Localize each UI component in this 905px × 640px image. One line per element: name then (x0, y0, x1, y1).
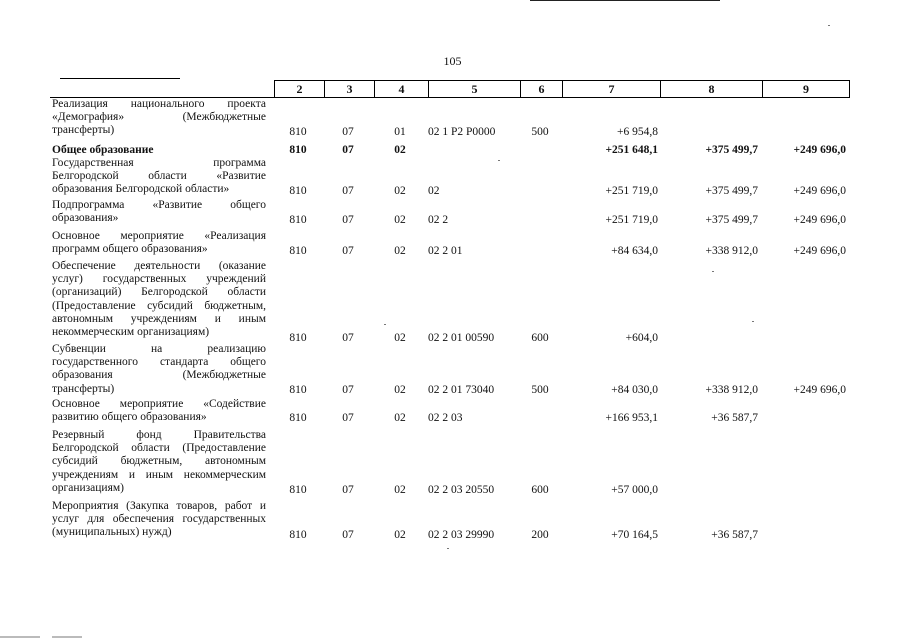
row-name (52, 199, 266, 225)
cell-c9: +249 696,0 (793, 245, 846, 257)
cell-c5: 02 (428, 185, 440, 197)
scan-artifact-line (0, 636, 40, 638)
cell-c8: +375 499,7 (705, 214, 758, 226)
cell-c9: +249 696,0 (793, 185, 846, 197)
cell-c7: +70 164,5 (611, 529, 658, 541)
row-name-line: «Демография» (Межбюджетные (52, 111, 266, 124)
row-name-line: Мероприятия (Закупка товаров, работ и (52, 500, 266, 512)
row-name-line: программ общего образования» (52, 243, 208, 256)
row-name (52, 144, 266, 157)
scan-artifact-line (530, 0, 720, 1)
cell-c7: +6 954,8 (617, 126, 658, 138)
cell-c6: 600 (531, 332, 549, 344)
cell-c8: +375 499,7 (705, 144, 758, 156)
cell-c3: 07 (342, 126, 354, 138)
cell-c2: 810 (289, 529, 307, 541)
cell-c6: 500 (531, 384, 549, 396)
row-name-line: Основное мероприятие «Реализация (52, 230, 266, 242)
cell-c5: 02 2 01 73040 (428, 384, 495, 396)
row-name-line: Субвенции на реализацию (52, 343, 266, 355)
cell-c7: +604,0 (625, 332, 658, 344)
row-name-line: Обеспечение деятельности (оказание (52, 260, 266, 272)
cell-c4: 02 (394, 214, 406, 226)
row-name-line: (Предоставление субсидий бюджетным, (52, 299, 266, 312)
cell-c9: +249 696,0 (793, 384, 846, 396)
cell-c3: 07 (342, 185, 354, 197)
page-number: 105 (443, 54, 462, 68)
header-first-cell-top (60, 78, 180, 79)
cell-c2: 810 (289, 144, 307, 156)
cell-c8: +338 912,0 (705, 245, 758, 257)
row-name-line: Реализация национального проекта (52, 98, 266, 110)
row-name-line: (организаций) Белгородской области (52, 286, 266, 299)
cell-c4: 02 (394, 144, 406, 156)
cell-c2: 810 (289, 245, 307, 257)
cell-c2: 810 (289, 484, 307, 496)
row-name-line: организациям) (52, 481, 124, 494)
header-cell-6: 6 (520, 80, 562, 98)
row-name (52, 260, 266, 339)
header-cell-3: 3 (324, 80, 374, 98)
cell-c3: 07 (342, 332, 354, 344)
header-cell-4: 4 (374, 80, 428, 98)
scan-speck (828, 25, 830, 26)
row-name-line: Общее образование (52, 144, 154, 156)
header-cell-7: 7 (562, 80, 660, 98)
row-name (52, 429, 266, 495)
cell-c5: 02 2 01 00590 (428, 332, 495, 344)
cell-c2: 810 (289, 185, 307, 197)
row-name-line: услуг) государственных учреждений (52, 273, 266, 286)
row-name-line: некоммерческим организациям) (52, 326, 210, 339)
cell-c5: 02 2 03 (428, 412, 463, 424)
cell-c5: 02 2 03 20550 (428, 484, 495, 496)
row-name-line: государственного стандарта общего (52, 356, 266, 369)
row-name-line: Государственная программа (52, 157, 266, 169)
cell-c7: +251 719,0 (605, 214, 658, 226)
row-name-line: образования» (52, 212, 119, 225)
cell-c4: 02 (394, 484, 406, 496)
cell-c3: 07 (342, 529, 354, 541)
cell-c6: 500 (531, 126, 549, 138)
cell-c3: 07 (342, 144, 354, 156)
scan-speck (498, 160, 500, 161)
cell-c2: 810 (289, 214, 307, 226)
cell-c7: +57 000,0 (611, 484, 658, 496)
cell-c5: 02 1 P2 P0000 (428, 126, 496, 138)
cell-c3: 07 (342, 245, 354, 257)
cell-c7: +251 648,1 (605, 144, 658, 156)
row-name (52, 343, 266, 396)
cell-c7: +251 719,0 (605, 185, 658, 197)
cell-c2: 810 (289, 332, 307, 344)
cell-c9: +249 696,0 (793, 214, 846, 226)
cell-c7: +84 030,0 (611, 384, 658, 396)
cell-c8: +36 587,7 (711, 529, 758, 541)
scan-speck (447, 548, 449, 549)
cell-c7: +84 634,0 (611, 245, 658, 257)
header-cell-name (50, 80, 274, 98)
cell-c4: 02 (394, 245, 406, 257)
cell-c2: 810 (289, 412, 307, 424)
row-name-line: Основное мероприятие «Содействие (52, 398, 266, 410)
row-name (52, 98, 266, 138)
header-cell-8: 8 (660, 80, 762, 98)
cell-c4: 01 (394, 126, 406, 138)
row-name-line: учреждениям и иным некоммерческим (52, 468, 266, 481)
cell-c9: +249 696,0 (793, 144, 846, 156)
cell-c3: 07 (342, 484, 354, 496)
cell-c3: 07 (342, 384, 354, 396)
header-cell-5: 5 (428, 80, 520, 98)
row-name-line: трансферты) (52, 124, 115, 137)
row-name-line: услуг для обеспечения государственных (52, 513, 266, 526)
row-name-line: трансферты) (52, 382, 115, 395)
row-name-line: образования Белгородской области» (52, 183, 230, 196)
row-name-line: автономным учреждениям и иным (52, 312, 266, 325)
row-name-line: развитию общего образования» (52, 411, 207, 424)
scan-artifact-line (52, 636, 82, 638)
scan-speck (384, 324, 386, 325)
cell-c2: 810 (289, 126, 307, 138)
row-name-line: Белгородской области «Развитие (52, 170, 266, 183)
cell-c5: 02 2 03 29990 (428, 529, 495, 541)
cell-c2: 810 (289, 384, 307, 396)
cell-c4: 02 (394, 185, 406, 197)
row-name (52, 398, 266, 424)
cell-c4: 02 (394, 529, 406, 541)
cell-c8: +338 912,0 (705, 384, 758, 396)
row-name-line: Резервный фонд Правительства (52, 429, 266, 441)
row-name (52, 230, 266, 256)
cell-c3: 07 (342, 214, 354, 226)
row-name-line: образования (Межбюджетные (52, 369, 266, 382)
table-header (50, 80, 850, 98)
row-name (52, 500, 266, 540)
cell-c3: 07 (342, 412, 354, 424)
cell-c5: 02 2 (428, 214, 449, 226)
cell-c6: 200 (531, 529, 549, 541)
scan-speck (712, 271, 714, 272)
cell-c4: 02 (394, 412, 406, 424)
header-cell-9: 9 (762, 80, 850, 98)
row-name-line: субсидий бюджетным, автономным (52, 455, 266, 468)
row-name-line: Белгородской области (Предоставление (52, 442, 266, 455)
cell-c8: +36 587,7 (711, 412, 758, 424)
row-name (52, 157, 266, 197)
header-cell-2: 2 (274, 80, 324, 98)
cell-c6: 600 (531, 484, 549, 496)
cell-c8: +375 499,7 (705, 185, 758, 197)
cell-c7: +166 953,1 (605, 412, 658, 424)
cell-c5: 02 2 01 (428, 245, 463, 257)
row-name-line: Подпрограмма «Развитие общего (52, 199, 266, 211)
cell-c4: 02 (394, 384, 406, 396)
row-name-line: (муниципальных) нужд) (52, 526, 172, 539)
cell-c4: 02 (394, 332, 406, 344)
scan-speck (752, 321, 754, 322)
